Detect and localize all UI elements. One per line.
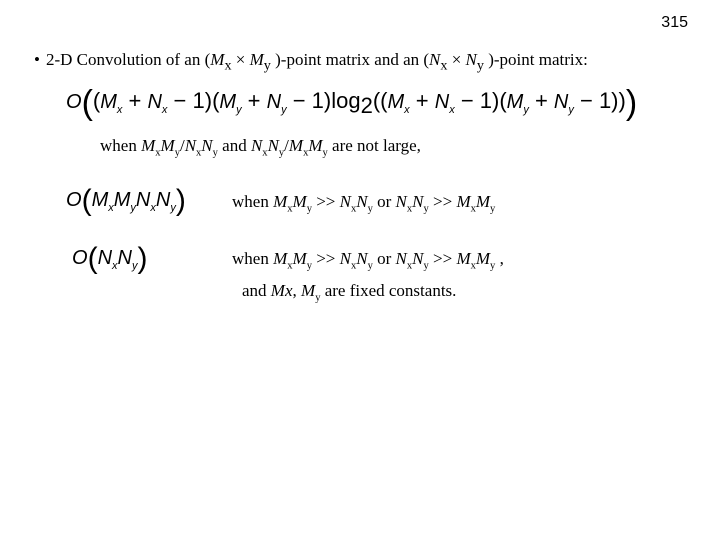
complexity-formula-linear: $O(N_xN_y)$ [72, 242, 148, 275]
condition-line-1: when $M_xM_y/N_xN_y$ and $N_xN_y/M_xM_y$ are not large, [100, 136, 421, 159]
condition-line-2: when $M_xM_y >> N_xN_y$ or $N_xN_y >> M_xM_y$ [232, 192, 496, 215]
complexity-formula-general: $O((M_x + N_x - 1)(M_y + N_y - 1)\log_2((M_x + N_x - 1)(M_y + N_y - 1)))$ [66, 84, 638, 122]
condition-line-3: when $M_xM_y >> N_xN_y$ or $N_xN_y >> M_xM_y$ , [232, 249, 504, 272]
complexity-formula-product: $O(M_xM_yN_xN_y)$ [66, 184, 186, 217]
slide-heading: • 2-D Convolution of an ($M_x \times M_y$ )-point matrix and an ($N_x \times N_y$ )-point matrix: [34, 50, 588, 74]
condition-line-4: and Mx, $M_y$ are fixed constants. [242, 281, 457, 304]
page-number: 315 [661, 14, 688, 31]
bullet: • [34, 50, 40, 69]
